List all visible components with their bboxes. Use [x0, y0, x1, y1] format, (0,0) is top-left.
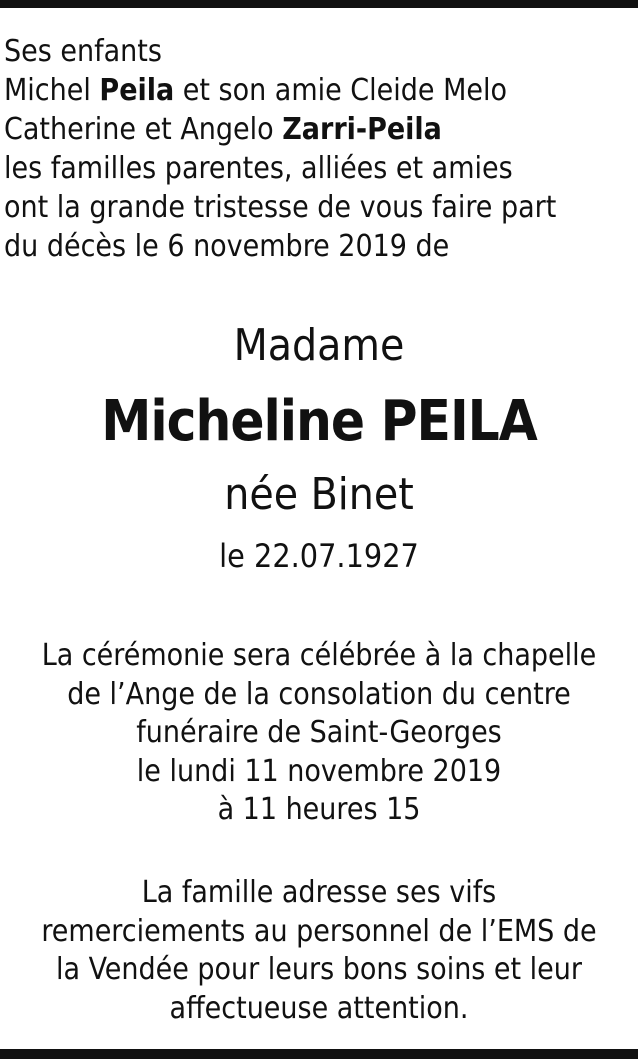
ceremony-line: funéraire de Saint-Georges	[136, 715, 502, 750]
birth-date: le 22.07.1927	[219, 537, 419, 575]
deceased-name: Micheline PEILA	[101, 389, 537, 454]
thanks-line: La famille adresse ses vifs	[141, 875, 497, 910]
family-announcement	[4, 32, 634, 266]
thanks-line: remerciements au personnel de l’EMS de	[41, 913, 597, 949]
ceremony-line: le lundi 11 novembre 2019	[136, 753, 502, 789]
ceremony-details	[0, 637, 638, 830]
surname: Zarri-Peila	[282, 112, 442, 147]
intro-text: et son amie Cleide Melo	[174, 73, 507, 108]
surname: Peila	[99, 73, 175, 108]
maiden-name: née Binet	[224, 469, 414, 520]
intro-text: Michel	[4, 73, 100, 108]
thanks-line: la Vendée pour leurs bons soins et leur	[55, 952, 582, 987]
thanks-line: affectueuse attention.	[169, 990, 469, 1026]
ceremony-line: La cérémonie sera célébrée à la chapelle	[41, 638, 597, 673]
acknowledgement	[0, 874, 638, 1028]
intro-text: Catherine et Angelo	[4, 112, 283, 147]
intro-line	[4, 110, 634, 149]
intro-line: Ses enfants	[4, 34, 162, 69]
top-rule	[0, 0, 638, 8]
ceremony-line: de l’Ange de la consolation du centre	[67, 676, 571, 712]
bottom-rule	[0, 1049, 638, 1059]
intro-line: du décès le 6 novembre 2019 de	[4, 229, 450, 264]
intro-line	[4, 71, 634, 110]
intro-line: ont la grande tristesse de vous faire part	[4, 190, 557, 225]
deceased-title: Madame	[233, 320, 405, 371]
ceremony-line: à 11 heures 15	[217, 792, 421, 827]
intro-line: les familles parentes, alliées et amies	[4, 151, 513, 186]
